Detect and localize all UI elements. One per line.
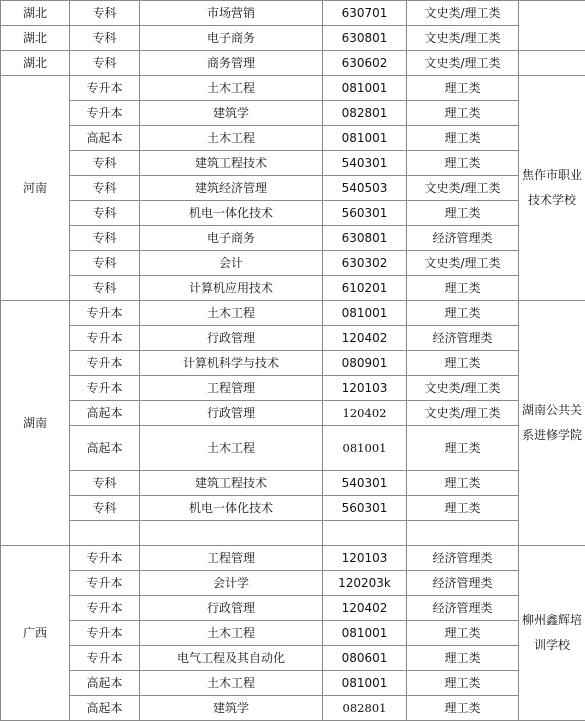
category-cell: 文史类/理工类 <box>407 401 519 426</box>
category-cell: 文史类/理工类 <box>407 1 519 26</box>
code-cell: 080601 <box>323 646 407 671</box>
major-cell: 建筑经济管理 <box>140 176 323 201</box>
code-cell: 120402 <box>323 326 407 351</box>
code-cell: 540301 <box>323 471 407 496</box>
level-cell: 专科 <box>70 496 140 521</box>
category-cell: 文史类/理工类 <box>407 376 519 401</box>
level-cell: 高起本 <box>70 426 140 471</box>
table-row <box>1 596 585 621</box>
category-cell: 理工类 <box>407 101 519 126</box>
level-cell: 高起本 <box>70 126 140 151</box>
major-cell: 电子商务 <box>140 26 323 51</box>
category-cell: 文史类/理工类 <box>407 26 519 51</box>
category-cell: 理工类 <box>407 621 519 646</box>
code-cell: 082801 <box>323 696 407 721</box>
major-cell: 行政管理 <box>140 596 323 621</box>
level-cell: 专科 <box>70 26 140 51</box>
code-cell: 120203k <box>323 571 407 596</box>
level-cell: 高起本 <box>70 696 140 721</box>
code-cell: 630602 <box>323 51 407 76</box>
major-cell: 建筑工程技术 <box>140 151 323 176</box>
table-row <box>1 496 585 521</box>
code-cell: 630701 <box>323 1 407 26</box>
code-cell: 630302 <box>323 251 407 276</box>
province-cell: 广西 <box>1 546 70 721</box>
table-row <box>1 201 585 226</box>
table-row-empty <box>1 521 585 546</box>
school-cell-empty <box>519 51 585 76</box>
code-cell: 540503 <box>323 176 407 201</box>
major-cell: 工程管理 <box>140 546 323 571</box>
major-cell: 市场营销 <box>140 1 323 26</box>
code-cell: 630801 <box>323 26 407 51</box>
major-cell: 机电一体化技术 <box>140 496 323 521</box>
table-row <box>1 226 585 251</box>
province-cell: 湖北 <box>1 1 70 26</box>
table-row <box>1 571 585 596</box>
code-cell: 120103 <box>323 546 407 571</box>
table-row <box>1 1 585 26</box>
school-cell: 柳州鑫辉培训学校 <box>519 546 585 721</box>
category-cell: 理工类 <box>407 671 519 696</box>
category-cell: 理工类 <box>407 646 519 671</box>
table-row <box>1 76 585 101</box>
level-cell: 高起本 <box>70 671 140 696</box>
table-row <box>1 621 585 646</box>
level-cell: 专升本 <box>70 301 140 326</box>
major-cell: 土木工程 <box>140 76 323 101</box>
category-cell: 经济管理类 <box>407 226 519 251</box>
table-row <box>1 251 585 276</box>
empty-cell <box>407 521 519 546</box>
major-cell: 行政管理 <box>140 401 323 426</box>
level-cell: 专科 <box>70 51 140 76</box>
major-cell: 会计 <box>140 251 323 276</box>
major-cell: 电子商务 <box>140 226 323 251</box>
category-cell: 经济管理类 <box>407 326 519 351</box>
level-cell: 专升本 <box>70 546 140 571</box>
major-cell: 土木工程 <box>140 301 323 326</box>
level-cell: 专升本 <box>70 596 140 621</box>
table-row <box>1 51 585 76</box>
table-row <box>1 276 585 301</box>
table-row <box>1 26 585 51</box>
category-cell: 文史类/理工类 <box>407 176 519 201</box>
category-cell: 理工类 <box>407 426 519 471</box>
province-cell: 湖北 <box>1 26 70 51</box>
level-cell: 专升本 <box>70 571 140 596</box>
province-cell: 湖北 <box>1 51 70 76</box>
level-cell: 专科 <box>70 176 140 201</box>
major-cell: 建筑学 <box>140 101 323 126</box>
category-cell: 理工类 <box>407 471 519 496</box>
level-cell: 专升本 <box>70 621 140 646</box>
province-cell: 河南 <box>1 76 70 301</box>
code-cell: 560301 <box>323 201 407 226</box>
major-cell: 土木工程 <box>140 426 323 471</box>
table-row <box>1 426 585 471</box>
category-cell: 理工类 <box>407 351 519 376</box>
level-cell: 专科 <box>70 151 140 176</box>
category-cell: 理工类 <box>407 76 519 101</box>
level-cell: 专科 <box>70 1 140 26</box>
category-cell: 理工类 <box>407 696 519 721</box>
code-cell: 081001 <box>323 126 407 151</box>
major-cell: 商务管理 <box>140 51 323 76</box>
category-cell: 理工类 <box>407 201 519 226</box>
code-cell: 120103 <box>323 376 407 401</box>
table-row <box>1 471 585 496</box>
code-cell: 560301 <box>323 496 407 521</box>
code-cell: 081001 <box>323 426 407 471</box>
major-cell: 会计学 <box>140 571 323 596</box>
code-cell: 081001 <box>323 76 407 101</box>
code-cell: 610201 <box>323 276 407 301</box>
major-cell: 计算机科学与技术 <box>140 351 323 376</box>
code-cell: 081001 <box>323 621 407 646</box>
level-cell: 专升本 <box>70 351 140 376</box>
code-cell: 081001 <box>323 301 407 326</box>
level-cell: 专升本 <box>70 101 140 126</box>
table-row <box>1 126 585 151</box>
category-cell: 理工类 <box>407 151 519 176</box>
category-cell: 文史类/理工类 <box>407 251 519 276</box>
table-row <box>1 696 585 721</box>
school-cell: 焦作市职业技术学校 <box>519 76 585 301</box>
level-cell: 专科 <box>70 201 140 226</box>
category-cell: 理工类 <box>407 276 519 301</box>
table-row <box>1 671 585 696</box>
category-cell: 经济管理类 <box>407 546 519 571</box>
empty-cell <box>70 521 140 546</box>
category-cell: 理工类 <box>407 126 519 151</box>
category-cell: 理工类 <box>407 496 519 521</box>
table-row <box>1 376 585 401</box>
level-cell: 专科 <box>70 226 140 251</box>
level-cell: 专升本 <box>70 646 140 671</box>
category-cell: 文史类/理工类 <box>407 51 519 76</box>
table-row <box>1 151 585 176</box>
code-cell: 120402 <box>323 596 407 621</box>
table-row <box>1 646 585 671</box>
major-cell: 行政管理 <box>140 326 323 351</box>
code-cell: 082801 <box>323 101 407 126</box>
code-cell: 081001 <box>323 671 407 696</box>
level-cell: 专升本 <box>70 376 140 401</box>
table-row <box>1 401 585 426</box>
table-row <box>1 326 585 351</box>
level-cell: 专升本 <box>70 326 140 351</box>
school-cell-empty <box>519 1 585 51</box>
level-cell: 专升本 <box>70 76 140 101</box>
table-row <box>1 301 585 326</box>
major-cell: 土木工程 <box>140 671 323 696</box>
major-cell: 机电一体化技术 <box>140 201 323 226</box>
major-cell: 土木工程 <box>140 126 323 151</box>
code-cell: 630801 <box>323 226 407 251</box>
code-cell: 540301 <box>323 151 407 176</box>
major-cell: 土木工程 <box>140 621 323 646</box>
major-cell: 建筑工程技术 <box>140 471 323 496</box>
major-cell: 电气工程及其自动化 <box>140 646 323 671</box>
code-cell: 080901 <box>323 351 407 376</box>
table-row <box>1 176 585 201</box>
major-cell: 建筑学 <box>140 696 323 721</box>
code-cell: 120402 <box>323 401 407 426</box>
category-cell: 经济管理类 <box>407 571 519 596</box>
table-row <box>1 546 585 571</box>
empty-cell <box>323 521 407 546</box>
province-cell: 湖南 <box>1 301 70 546</box>
major-cell: 计算机应用技术 <box>140 276 323 301</box>
level-cell: 专科 <box>70 471 140 496</box>
level-cell: 高起本 <box>70 401 140 426</box>
level-cell: 专科 <box>70 276 140 301</box>
school-cell: 湖南公共关系进修学院 <box>519 301 585 546</box>
major-cell: 工程管理 <box>140 376 323 401</box>
table-row <box>1 351 585 376</box>
table-row <box>1 101 585 126</box>
level-cell: 专科 <box>70 251 140 276</box>
empty-cell <box>140 521 323 546</box>
category-cell: 经济管理类 <box>407 596 519 621</box>
category-cell: 理工类 <box>407 301 519 326</box>
